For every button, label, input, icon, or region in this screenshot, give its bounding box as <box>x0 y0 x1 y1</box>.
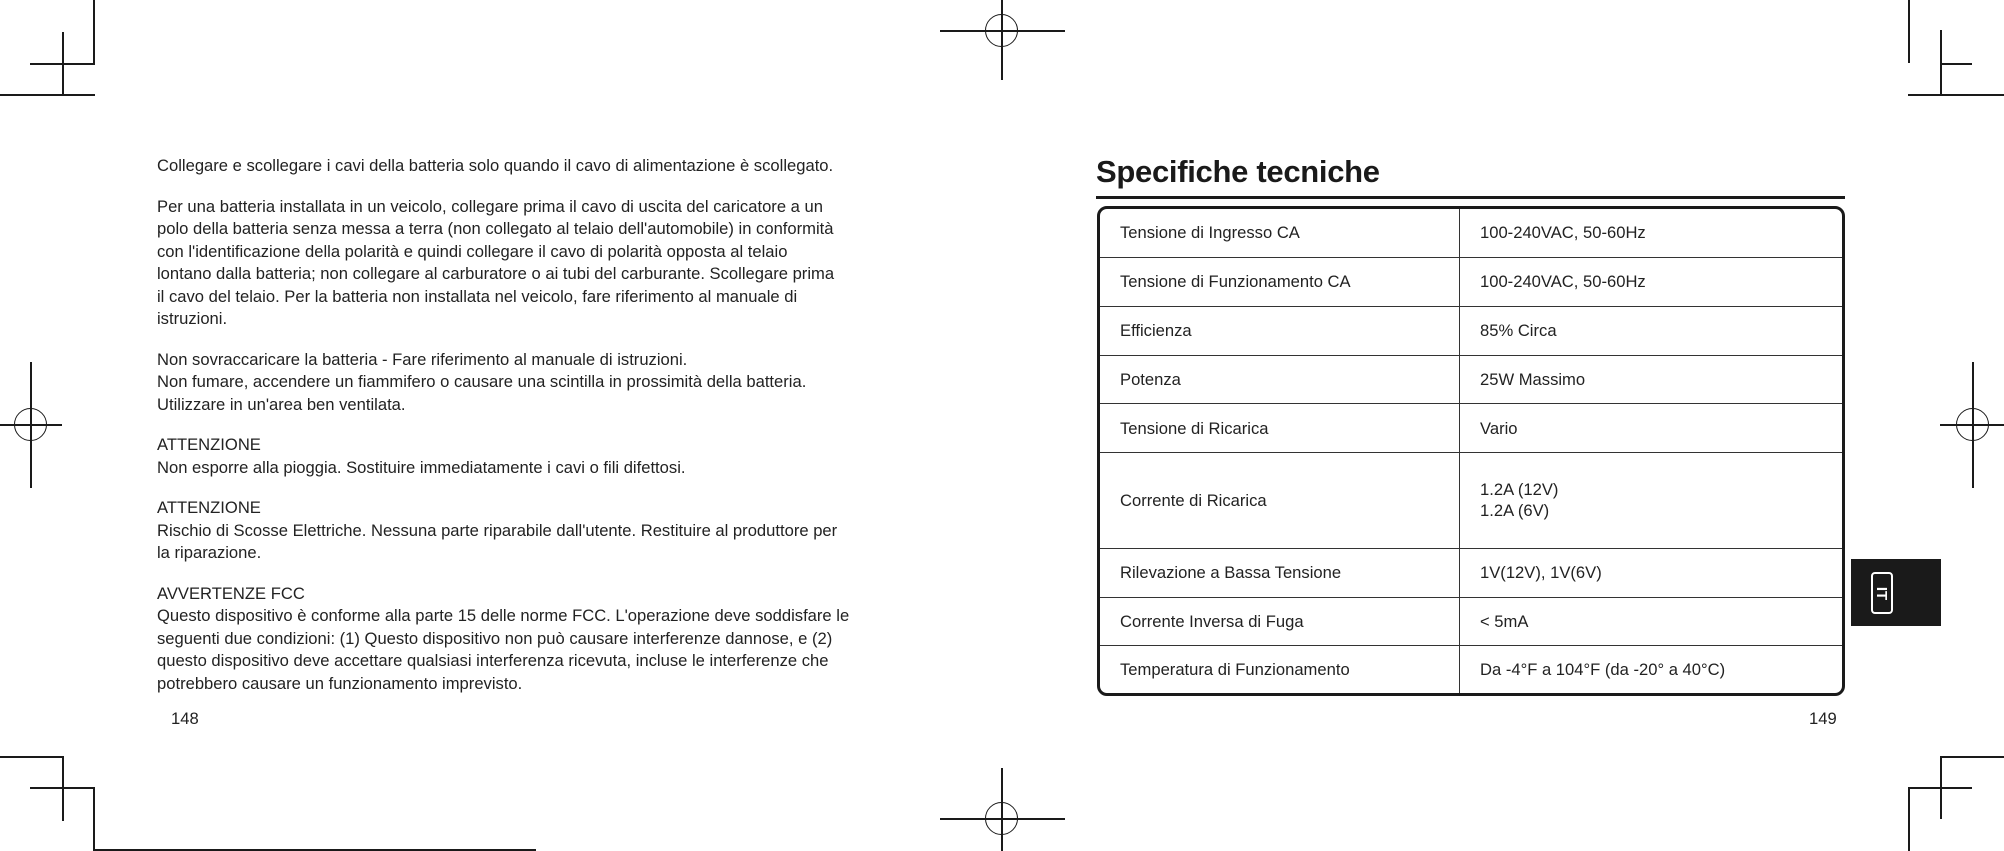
spec-value-line: 1.2A (12V) <box>1480 480 1559 500</box>
text-line: con l'identificazione della polarità e quindi collegare il cavo di polarità opposta al telaio <box>157 241 788 261</box>
spec-value-line: 100-240VAC, 50-60Hz <box>1480 272 1646 292</box>
spec-value <box>1460 209 1842 258</box>
spec-value <box>1460 404 1842 453</box>
text-line: il cavo del telaio. Per la batteria non installata nel veicolo, fare riferimento al manuale di <box>157 286 798 306</box>
spec-value-line: 1.2A (6V) <box>1480 501 1550 521</box>
text-line: lontano dalla batteria; non collegare al carburatore o ai tubi del carburante. Scollegare prima <box>157 264 835 283</box>
spec-value <box>1460 356 1842 405</box>
spec-value <box>1460 646 1842 693</box>
spec-label: Tensione di Ingresso CA <box>1100 209 1460 258</box>
spec-value <box>1460 549 1842 598</box>
crop-mark <box>93 849 536 851</box>
text-line: Non esporre alla pioggia. Sostituire immediatamente i cavi o fili difettosi. <box>157 457 686 477</box>
paragraph <box>157 349 902 417</box>
specifications-table <box>1097 206 1845 696</box>
crop-mark <box>0 94 95 96</box>
spec-value-line: Vario <box>1480 418 1518 438</box>
text-line: Collegare e scollegare i cavi della batteria solo quando il cavo di alimentazione è scollegato. <box>157 156 834 175</box>
text-line: polo della batteria senza messa a terra (non collegato al telaio dell'automobile) in conformità <box>157 219 834 238</box>
language-tab <box>1851 559 1941 626</box>
spec-value-line: 25W Massimo <box>1480 369 1586 389</box>
spec-label: Efficienza <box>1100 307 1460 356</box>
spec-value <box>1460 598 1842 647</box>
spec-value <box>1460 307 1842 356</box>
crop-mark <box>1940 63 1972 65</box>
table-row <box>1100 307 1842 356</box>
spec-value-line: Da -4°F a 104°F (da -20° a 40°C) <box>1480 660 1726 680</box>
table-row <box>1100 549 1842 598</box>
spec-value-line: 85% Circa <box>1480 321 1557 341</box>
text-line: istruzioni. <box>157 309 228 328</box>
spec-label: Temperatura di Funzionamento <box>1100 646 1460 693</box>
spec-value <box>1460 258 1842 307</box>
spec-label: Rilevazione a Bassa Tensione <box>1100 549 1460 598</box>
text-line: Per una batteria installata in un veicolo, collegare prima il cavo di uscita del caricatore a un <box>157 196 823 216</box>
spec-value-line: 1V(12V), 1V(6V) <box>1480 563 1602 583</box>
table-row <box>1100 453 1842 548</box>
table-row <box>1100 646 1842 693</box>
text-line: Non sovraccaricare la batteria - Fare riferimento al manuale di istruzioni. <box>157 349 688 369</box>
text-line: ATTENZIONE <box>157 498 261 517</box>
text-line: potrebbero causare un funzionamento imprevisto. <box>157 673 523 693</box>
crop-mark <box>62 756 64 821</box>
spec-value-line: < 5mA <box>1480 611 1529 631</box>
crop-mark <box>1908 0 1910 63</box>
crop-mark <box>93 787 95 851</box>
paragraph <box>157 196 902 331</box>
text-line: AVVERTENZE FCC <box>157 583 305 603</box>
page-title: Specifiche tecniche <box>1096 154 1380 189</box>
text-line: Non fumare, accendere un fiammifero o causare una scintilla in prossimità della batteria. <box>157 372 807 391</box>
crop-mark <box>62 32 64 95</box>
title-underline <box>1096 196 1845 199</box>
text-line: ATTENZIONE <box>157 435 261 454</box>
spec-value <box>1460 453 1842 548</box>
spec-label: Tensione di Funzionamento CA <box>1100 258 1460 307</box>
table-row <box>1100 258 1842 307</box>
text-line: seguenti due condizioni: (1) Questo dispositivo non può causare interferenze dannose, e (2) <box>157 628 833 648</box>
paragraph <box>157 434 902 479</box>
crop-mark <box>1908 94 2004 96</box>
crop-mark <box>1940 756 2004 758</box>
crop-mark <box>93 0 95 63</box>
paragraph <box>157 155 902 178</box>
table-row <box>1100 209 1842 258</box>
spec-value-line: 100-240VAC, 50-60Hz <box>1480 223 1646 243</box>
registration-circle <box>985 14 1018 47</box>
text-line: questo dispositivo deve accettare qualsiasi interferenza ricevuta, incluse le interferenze che <box>157 651 829 670</box>
spec-label: Tensione di Ricarica <box>1100 404 1460 453</box>
language-tab-label <box>1871 572 1893 614</box>
paragraph <box>157 583 902 696</box>
crop-mark <box>0 756 62 758</box>
table-row <box>1100 404 1842 453</box>
registration-circle <box>14 408 47 441</box>
registration-circle <box>985 802 1018 835</box>
table-row <box>1100 356 1842 405</box>
crop-mark <box>1940 756 1942 819</box>
registration-circle <box>1956 408 1989 441</box>
table-row <box>1100 598 1842 647</box>
spec-label: Potenza <box>1100 356 1460 405</box>
page-number-right: 149 <box>1809 709 1837 728</box>
text-line: la riparazione. <box>157 543 262 562</box>
text-line: Rischio di Scosse Elettriche. Nessuna parte riparabile dall'utente. Restituire al produttore per <box>157 520 838 540</box>
text-line: Questo dispositivo è conforme alla parte 15 delle norme FCC. L'operazione deve soddisfare le <box>157 606 850 625</box>
crop-mark <box>1908 787 1910 851</box>
page-number-left: 148 <box>171 709 199 728</box>
spec-label: Corrente Inversa di Fuga <box>1100 598 1460 647</box>
spec-label: Corrente di Ricarica <box>1100 453 1460 548</box>
language-code: IT <box>1873 586 1891 600</box>
paragraph <box>157 497 902 565</box>
safety-instructions <box>157 155 902 713</box>
text-line: Utilizzare in un'area ben ventilata. <box>157 394 406 414</box>
